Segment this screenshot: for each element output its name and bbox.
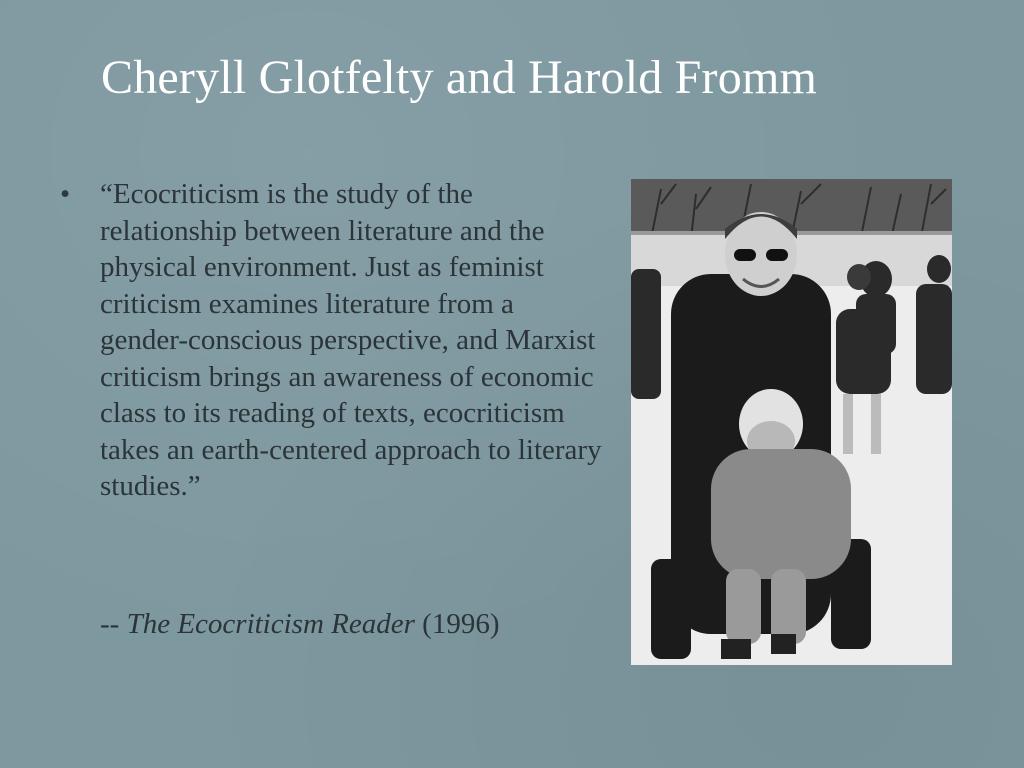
photo-illustration [631, 179, 952, 665]
ice-skating-photo [631, 179, 952, 665]
attribution-year: (1996) [414, 608, 500, 640]
attribution [100, 608, 499, 641]
attribution-prefix: -- [100, 608, 127, 640]
bullet-marker: • [60, 178, 71, 210]
quote-text: “Ecocriticism is the study of the relationship between literature and the physical environment. Just as feminist criticism examines literature from a gender-conscious perspective, and Marxist criticism brings an awareness of economic class to its reading of texts, ecocriticism takes an earth-centered approach to literary studies.” [100, 178, 602, 502]
attribution-book-title: The Ecocriticism Reader [126, 608, 415, 640]
slide-title: Cheryll Glotfelty and Harold Fromm [101, 51, 818, 104]
quote-bullet [60, 176, 605, 505]
